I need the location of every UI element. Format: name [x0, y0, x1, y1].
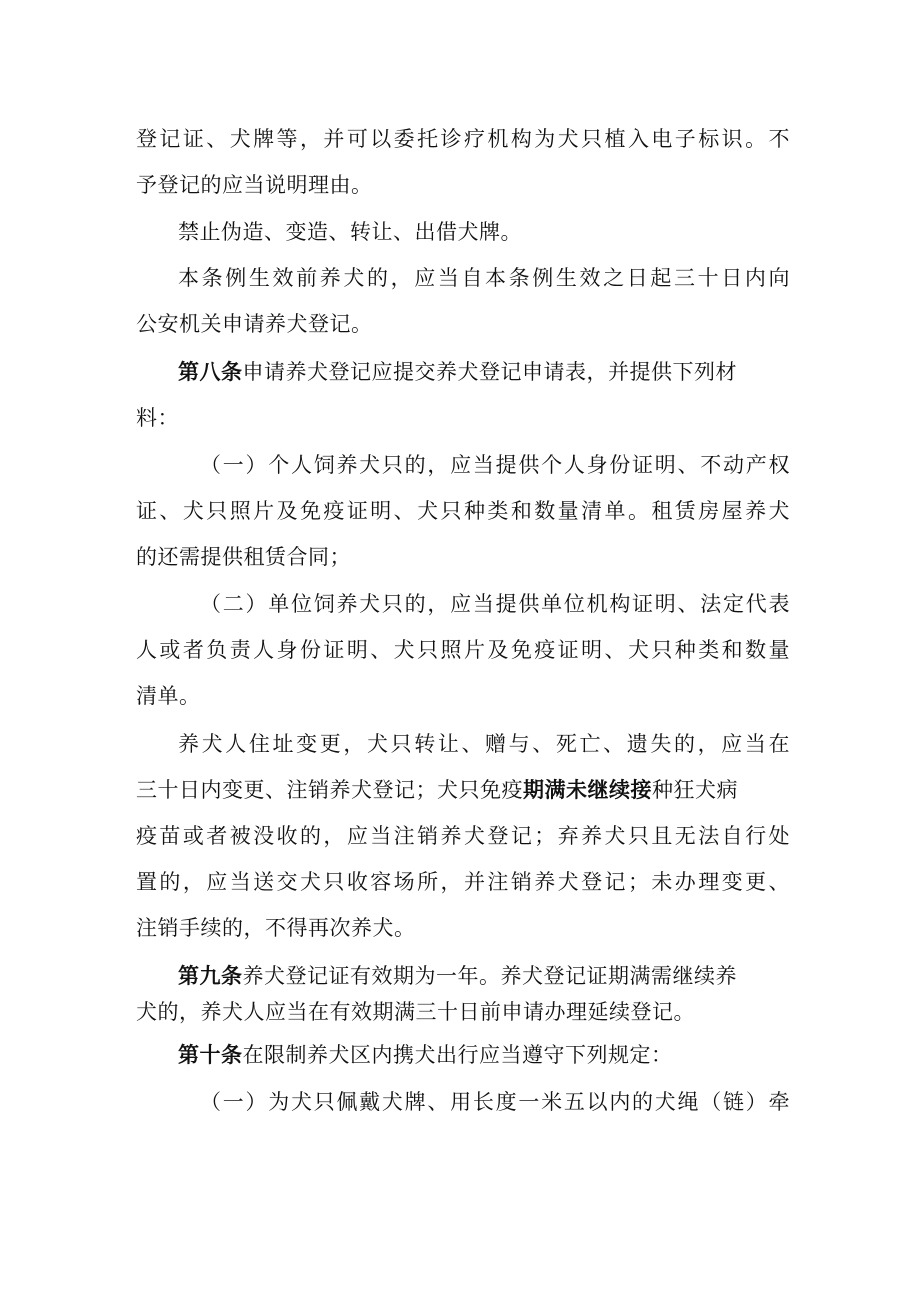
paragraph-registration-line-1: 登记证、犬牌等，并可以委托诊疗机构为犬只植入电子标识。不 — [136, 127, 790, 151]
paragraph-change-line-5: 注销手续的，不得再次养犬。 — [136, 916, 416, 940]
article-8-text: 申请养犬登记应提交养犬登记申请表，并提供下列材 — [242, 360, 737, 384]
paragraph-change-line-3: 疫苗或者被没收的，应当注销养犬登记；弃养犬只且无法自行处 — [136, 824, 790, 848]
article-10-heading: 第十条 — [178, 1043, 243, 1067]
item-8-1-line-1: （一）个人饲养犬只的，应当提供个人身份证明、不动产权 — [200, 453, 790, 477]
item-8-2-line-2: 人或者负责人身份证明、犬只照片及免疫证明、犬只种类和数量 — [136, 638, 790, 662]
article-10-line-1 — [178, 1040, 673, 1070]
item-8-2-line-3: 清单。 — [136, 684, 201, 708]
article-9-heading: 第九条 — [178, 964, 243, 988]
paragraph-change-line-2-a: 三十日内变更、注销养犬登记；犬只免疫 — [136, 778, 523, 802]
item-8-2-line-1: （二）单位饲养犬只的，应当提供单位机构证明、法定代表 — [200, 592, 790, 616]
article-8-line-1 — [178, 357, 790, 387]
article-9-line-1 — [178, 961, 790, 991]
paragraph-change-line-4: 置的，应当送交犬只收容场所，并注销养犬登记；未办理变更、 — [136, 870, 790, 894]
paragraph-prohibition: 禁止伪造、变造、转让、出借犬牌。 — [178, 220, 522, 244]
paragraph-change-line-1: 养犬人住址变更，犬只转让、赠与、死亡、遗失的，应当在 — [178, 732, 790, 756]
article-9-text: 养犬登记证有效期为一年。养犬登记证期满需继续养 — [242, 964, 737, 988]
article-8-heading: 第八条 — [178, 360, 243, 384]
item-10-1-line-1: （一）为犬只佩戴犬牌、用长度一米五以内的犬绳（链）牵 — [200, 1090, 790, 1114]
paragraph-change-line-2 — [136, 775, 790, 805]
paragraph-change-bold-phrase: 期满未继续接 — [523, 778, 652, 802]
paragraph-registration-line-2: 予登记的应当说明理由。 — [136, 173, 373, 197]
paragraph-change-line-2-b: 种狂犬病 — [652, 778, 738, 802]
item-8-1-line-2: 证、犬只照片及免疫证明、犬只种类和数量清单。租赁房屋养犬 — [136, 499, 790, 523]
item-8-1-line-3: 的还需提供租赁合同； — [136, 545, 351, 569]
article-9-line-2: 犬的，养犬人应当在有效期满三十日前申请办理延续登记。 — [136, 1000, 695, 1024]
article-10-text: 在限制养犬区内携犬出行应当遵守下列规定： — [242, 1043, 673, 1067]
paragraph-prior-dogs-line-2: 公安机关申请养犬登记。 — [136, 312, 373, 336]
paragraph-prior-dogs-line-1: 本条例生效前养犬的，应当自本条例生效之日起三十日内向 — [178, 266, 790, 290]
article-8-line-2: 料： — [136, 406, 179, 430]
